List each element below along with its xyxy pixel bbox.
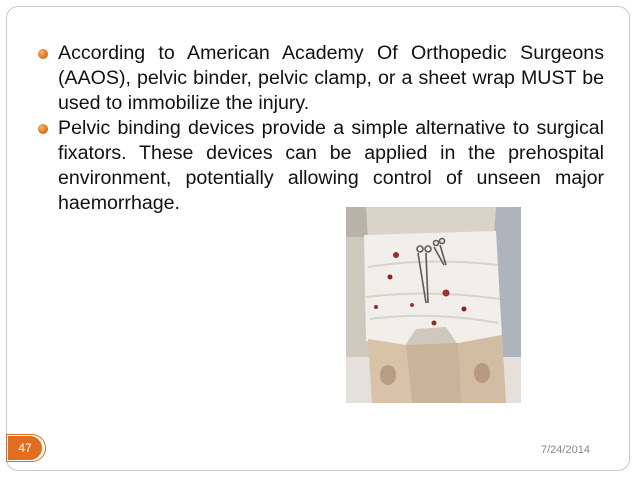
bullet-item [34, 116, 604, 216]
pelvic-wrap-photo [346, 207, 521, 403]
slide-date: 7/24/2014 [541, 444, 590, 456]
bullet-dot-icon [38, 124, 48, 134]
page-number-badge: 47 [8, 436, 42, 460]
bullet-text: According to American Academy Of Orthopedic Surgeons (AAOS), pelvic binder, pelvic clamp, or a sheet wrap MUST be used to immobilize the injury. [58, 42, 604, 114]
bullet-dot-icon [38, 49, 48, 59]
pelvic-sheet-wrap-photo-icon [346, 207, 521, 403]
bullet-list [34, 41, 604, 216]
bullet-item [34, 41, 604, 116]
bullet-text: Pelvic binding devices provide a simple alternative to surgical fixators. These devices can be applied in the prehospital environment, potentially allowing control of unseen major haemorrhage. [58, 117, 604, 214]
